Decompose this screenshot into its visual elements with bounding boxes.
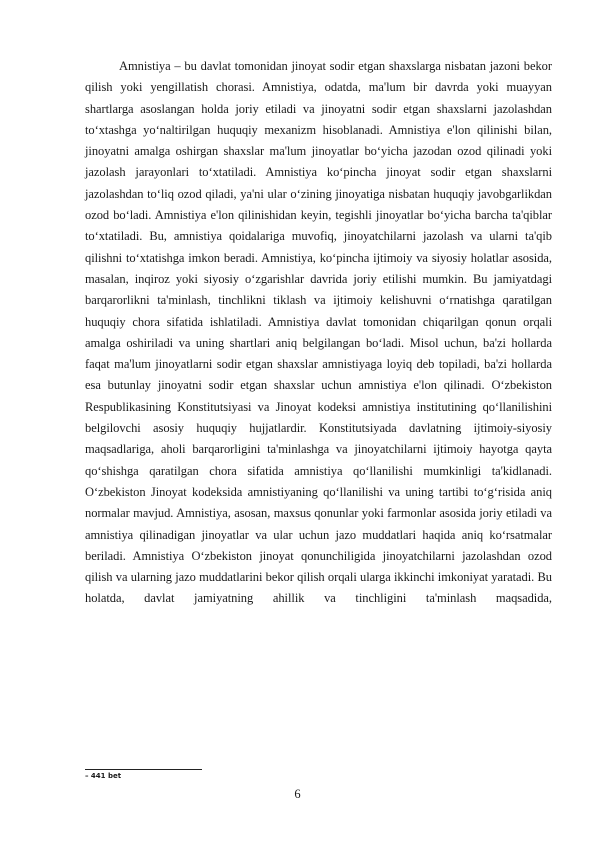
body-text — [85, 56, 552, 610]
main-paragraph: Amnistiya – bu davlat tomonidan jinoyat sodir etgan shaxslarga nisbatan jazoni bekor qilish yoki yengillatish chorasi. Amnistiya, odatda, ma'lum bir davrda yoki muayyan shartlarga asoslangan holda joriy etiladi va jinoyatni sodir etgan shaxslarni jazolashdan to‘xtashga yo‘naltirilgan huquqiy mexanizm hisoblanadi. Amnistiya e'lon qilinishi bilan, jinoyatni amalga oshirgan shaxslar ma'lum jinoyatlar bo‘yicha jazodan ozod qilinadi yoki jazolash jarayonlari to‘xtatiladi. Amnistiya ko‘pincha jinoyat sodir etgan shaxslarni jazolashdan to‘liq ozod qiladi, ya'ni ular o‘zining jinoyatiga nisbatan huquqiy javobgarlikdan ozod bo‘ladi. Amnistiya e'lon qilinishidan keyin, tegishli jinoyatlar bo‘yicha barcha ta'qiblar to‘xtatiladi. Bu, amnistiya qoidalariga muvofiq, jinoyatchilarni jazolash va ularni ta'qib qilishni to‘xtatishga imkon beradi. Amnistiya, ko‘pincha ijtimoiy va siyosiy holatlar asosida, masalan, inqiroz yoki siyosiy o‘zgarishlar davrida joriy etilishi mumkin. Bu jamiyatdagi barqarorlikni ta'minlash, tinchlikni tiklash va ijtimoiy kelishuvni o‘rnatishga qaratilgan huquqiy chora sifatida ishlatiladi. Amnistiya davlat tomonidan chiqarilgan qonun orqali amalga oshiriladi va uning shartlari aniq belgilangan bo‘ladi. Misol uchun, ba'zi hollarda faqat ma'lum jinoyatlarni sodir etgan shaxslar amnistiyaga loyiq deb topiladi, ba'zi hollarda esa butunlay jinoyatni sodir etgan shaxslar uchun amnistiya e'lon qilinadi. O‘zbekiston Respublikasining Konstitutsiyasi va Jinoyat kodeksi amnistiya institutining qo‘llanilishini belgilovchi asosiy huquqiy hujjatlardir. Konstitutsiyada davlatning ijtimoiy-siyosiy maqsadlariga, aholi barqarorligini ta'minlashga va jinoyatchilarni ijtimoiy hayotga qayta qo‘shishga qaratilgan chora sifatida amnistiya qo‘llanilishi mumkinligi ta'kidlanadi. O‘zbekiston Jinoyat kodeksida amnistiyaning qo‘llanilishi va uning tartibi to‘g‘risida aniq normalar mavjud. Amnistiya, asosan, maxsus qonunlar yoki farmonlar asosida joriy etiladi va amnistiya qilinadigan jinoyatlar va ular uchun jazo muddatlari haqida aniq ko‘rsatmalar beriladi. Amnistiya O‘zbekiston jinoyat qonunchiligida jinoyatchilarni jazolashdan ozod qilish va ularning jazo muddatlarini bekor qilish orqali ularga ikkinchi imkoniyat yaratadi. Bu holatda, davlat jamiyatning ahillik va tinchligini ta'minlash maqsadida, — [85, 59, 552, 606]
page-number: 6 — [294, 787, 301, 801]
footnote: – 441 bet — [85, 772, 122, 780]
footnote-divider — [85, 769, 202, 770]
